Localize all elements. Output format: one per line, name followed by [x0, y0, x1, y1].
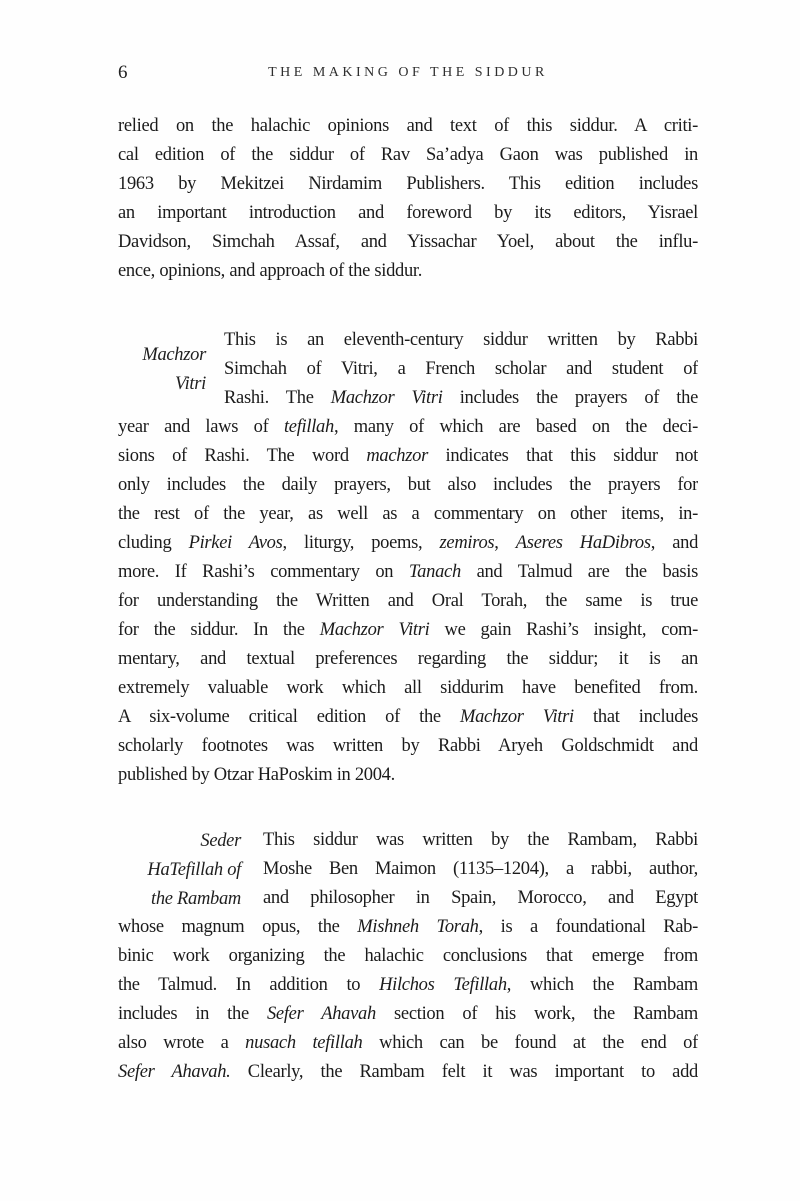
text-line — [118, 616, 698, 645]
text-segment: which can be found at the end of — [362, 1033, 698, 1053]
text-line — [118, 228, 698, 257]
italic-term: zemiros — [439, 533, 495, 553]
text-line — [118, 703, 698, 732]
margin-heading-line: Seder — [200, 831, 241, 851]
text-segment: This siddur was written by the Rambam, Rabbi — [263, 830, 698, 850]
text-line — [118, 645, 698, 674]
margin-heading-line: the Rambam — [151, 889, 241, 909]
text-segment: section of his work, the Rambam — [375, 1004, 698, 1024]
text-line — [118, 442, 698, 471]
text-segment: binic work organizing the halachic conclusions that emerge from — [118, 946, 698, 966]
text-segment: , — [494, 533, 516, 553]
italic-term: Sefer Ahavah. — [118, 1062, 231, 1082]
text-segment: the rest of the year, as well as a commentary on other items, in- — [118, 504, 698, 524]
text-line — [118, 942, 698, 971]
margin-heading-line: HaTefillah of — [147, 860, 241, 880]
text-segment: , is a foundational Rab- — [478, 917, 698, 937]
text-segment: relied on the halachic opinions and text of this siddur. A criti- — [118, 116, 698, 136]
text-segment: for the siddur. In the — [118, 620, 320, 640]
italic-term: nusach tefillah — [245, 1033, 363, 1053]
text-line — [118, 558, 698, 587]
text-segment: the Talmud. In addition to — [118, 975, 380, 995]
text-segment: ence, opinions, and approach of the siddur. — [118, 261, 423, 281]
italic-term: machzor — [366, 446, 428, 466]
text-segment: scholarly footnotes was written by Rabbi Aryeh Goldschmidt and — [118, 736, 698, 756]
text-segment: also wrote a — [118, 1033, 246, 1053]
italic-term: Hilchos Tefillah — [379, 975, 507, 995]
italic-term: Pirkei Avos — [188, 533, 283, 553]
text-segment: , many of which are based on the deci- — [333, 417, 698, 437]
text-line — [224, 355, 698, 384]
italic-term: tefillah — [283, 417, 334, 437]
text-segment: only includes the daily prayers, but also includes the prayers for — [118, 475, 698, 495]
text-line — [118, 471, 698, 500]
running-header-title: THE MAKING OF THE SIDDUR — [268, 65, 548, 80]
text-line — [263, 855, 698, 884]
text-line — [118, 500, 698, 529]
text-segment: sions of Rashi. The word — [118, 446, 367, 466]
text-segment: A six-volume critical edition of the — [118, 707, 460, 727]
text-segment: whose magnum opus, the — [118, 917, 358, 937]
text-segment: published by Otzar HaPoskim in 2004. — [118, 765, 395, 785]
text-line — [118, 257, 698, 286]
text-segment: , which the Rambam — [506, 975, 698, 995]
text-segment: mentary, and textual preferences regarding the siddur; it is an — [118, 649, 698, 669]
page-number: 6 — [118, 62, 128, 83]
text-line — [224, 326, 698, 355]
text-segment: Davidson, Simchah Assaf, and Yissachar Yoel, about the influ- — [118, 232, 698, 252]
text-segment: , and — [650, 533, 698, 553]
text-segment: for understanding the Written and Oral Torah, the same is true — [118, 591, 698, 611]
text-segment: Rashi. The — [224, 388, 331, 408]
text-line — [118, 529, 698, 558]
text-column — [118, 112, 698, 1087]
text-line — [118, 141, 698, 170]
margin-heading — [118, 826, 263, 911]
text-line — [263, 826, 698, 855]
text-line — [118, 199, 698, 228]
margin-heading-line: Vitri — [174, 374, 206, 394]
text-segment: , liturgy, poems, — [282, 533, 440, 553]
italic-term: Machzor Vitri — [460, 707, 574, 727]
text-segment: includes the prayers of the — [442, 388, 698, 408]
text-line — [118, 1029, 698, 1058]
text-segment: 1963 by Mekitzei Nirdamim Publishers. This edition includes — [118, 174, 698, 194]
italic-term: Machzor Vitri — [319, 620, 430, 640]
running-head — [118, 61, 698, 85]
text-segment: Moshe Ben Maimon (1135–1204), a rabbi, author, — [263, 859, 698, 879]
text-line — [118, 587, 698, 616]
text-segment: includes in the — [118, 1004, 267, 1024]
text-line — [118, 761, 698, 790]
margin-heading — [118, 326, 224, 411]
italic-term: Mishneh Torah — [357, 917, 479, 937]
text-line — [118, 112, 698, 141]
text-segment: This is an eleventh-century siddur written by Rabbi — [224, 330, 698, 350]
text-segment: an important introduction and foreword by its editors, Yisrael — [118, 203, 698, 223]
section-machzor-vitri — [118, 326, 698, 790]
text-segment: extremely valuable work which all siddurim have benefited from. — [118, 678, 698, 698]
text-segment: year and laws of — [118, 417, 284, 437]
italic-term: Aseres HaDibros — [515, 533, 651, 553]
text-line — [118, 674, 698, 703]
text-line — [118, 413, 698, 442]
text-segment: cal edition of the siddur of Rav Sa’adya Gaon was published in — [118, 145, 698, 165]
text-segment: Clearly, the Rambam felt it was important to add — [230, 1062, 698, 1082]
italic-term: Machzor Vitri — [330, 388, 443, 408]
section-seder-hatefillah-rambam — [118, 826, 698, 1087]
section-intro-continuation — [118, 112, 698, 286]
margin-heading-line: Machzor — [142, 345, 206, 365]
text-segment: more. If Rashi’s commentary on — [118, 562, 409, 582]
text-line — [118, 732, 698, 761]
text-segment: Simchah of Vitri, a French scholar and student of — [224, 359, 698, 379]
text-segment: and Talmud are the basis — [460, 562, 698, 582]
text-line — [224, 384, 698, 413]
text-line — [118, 913, 698, 942]
text-line — [263, 884, 698, 913]
text-segment: that includes — [573, 707, 698, 727]
italic-term: Tanach — [408, 562, 461, 582]
text-segment: we gain Rashi’s insight, com- — [429, 620, 698, 640]
text-segment: indicates that this siddur not — [427, 446, 698, 466]
italic-term: Sefer Ahavah — [266, 1004, 376, 1024]
section-lines — [118, 112, 698, 286]
text-line — [118, 1058, 698, 1087]
text-segment: and philosopher in Spain, Morocco, and Egypt — [263, 888, 698, 908]
text-line — [118, 1000, 698, 1029]
text-line — [118, 971, 698, 1000]
text-line — [118, 170, 698, 199]
text-segment: cluding — [118, 533, 189, 553]
